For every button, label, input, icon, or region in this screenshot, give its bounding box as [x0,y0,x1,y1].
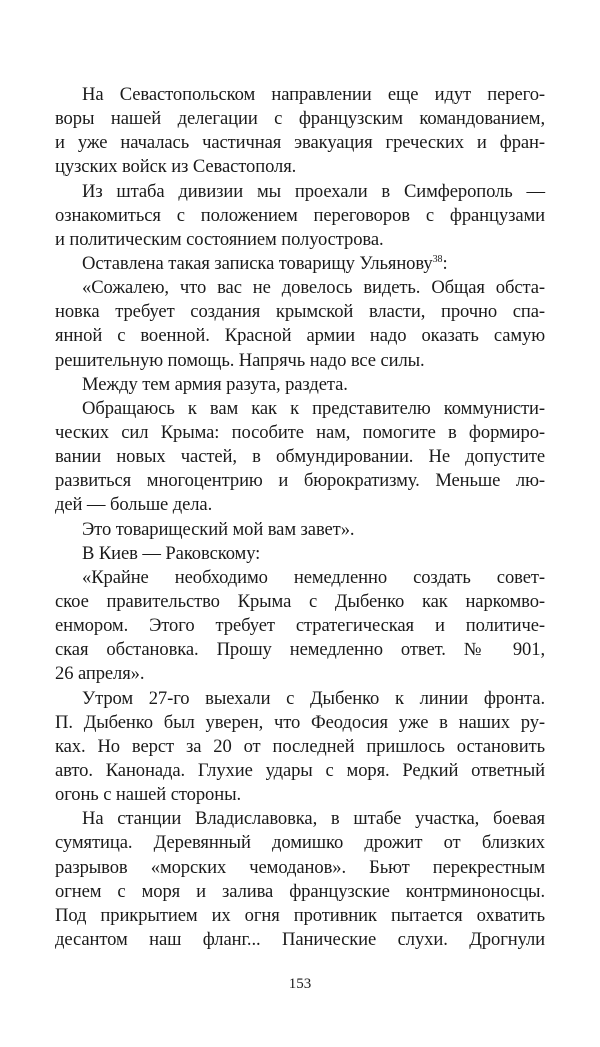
punctuation: : [442,252,448,274]
line-text: и политическим состоянием полуострова. [55,228,384,250]
text-line [55,421,545,445]
text-line [55,397,545,421]
text-line [55,566,545,590]
line-text: ческих сил Крыма: пособите нам, помогите в формиро- [55,421,545,443]
text-line [55,300,545,324]
paragraph [55,83,545,180]
line-text: воры нашей делегации с французским командованием, [55,108,545,130]
page-body-text [55,83,545,952]
line-text: Это товарищеский мой вам завет». [82,518,355,540]
paragraph [55,397,545,518]
text-line [55,542,545,566]
text-line [55,904,545,928]
text-line [55,324,545,348]
line-text: разрывов «морских чемоданов». Бьют перекрестным [55,856,545,878]
line-text: янной с военной. Красной армии надо оказать самую [55,325,545,347]
line-text: и уже началась частичная эвакуация греческих и фран- [55,132,545,154]
text-line [55,614,545,638]
line-text: енмором. Этого требует стратегическая и политиче- [55,615,545,637]
line-text: развиться многоцентрию и бюрократизму. Меньше лю- [55,470,545,492]
line-text: «Крайне необходимо немедленно создать совет- [82,566,545,588]
line-text: ознакомиться с положением переговоров с французами [55,204,545,226]
text-line [55,131,545,155]
line-text: ках. Но верст за 20 от последней пришлось остановить [55,735,545,757]
line-text: П. Дыбенко был уверен, что Феодосия уже в наших ру- [55,711,545,733]
line-text: дей — больше дела. [55,494,213,516]
text-line [55,469,545,493]
paragraph [55,252,545,276]
text-line [55,252,545,276]
line-text: «Сожалею, что вас не довелось видеть. Общая обста- [82,277,545,299]
text-line [55,204,545,228]
text-line [55,445,545,469]
line-text: Утром 27-го выехали с Дыбенко к линии фронта. [82,687,545,709]
text-line [55,759,545,783]
text-line [55,83,545,107]
text-line [55,276,545,300]
text-line [55,662,545,686]
line-text: вании новых частей, в обмундировании. Не допустите [55,446,545,468]
paragraph [55,180,545,252]
line-text: новка требует создания крымской власти, прочно спа- [55,301,545,323]
text-line [55,807,545,831]
line-text: огнем с моря и залива французские контрминоносцы. [55,880,545,902]
line-text: ская обстановка. Прошу немедленно ответ. № 901, [55,639,545,661]
paragraph [55,566,545,687]
paragraph [55,518,545,542]
text-line [55,856,545,880]
paragraph [55,542,545,566]
line-text: авто. Канонада. Глухие удары с моря. Редкий ответный [55,759,545,781]
line-text: На Севастопольском направлении еще идут перего- [82,84,545,105]
line-text: На станции Владиславовка, в штабе участка, боевая [82,808,545,830]
line-text: десантом наш фланг... Панические слухи. Дрогнули [55,928,545,950]
text-line [55,928,545,952]
line-text: цузских войск из Севастополя. [55,156,297,178]
paragraph [55,687,545,808]
text-line [55,155,545,179]
text-line [55,687,545,711]
paragraph [55,276,545,373]
line-text: В Киев — Раковскому: [82,542,261,564]
line-text: решительную помощь. Напрячь надо все силы. [55,349,425,371]
text-line [55,880,545,904]
line-text: ское правительство Крыма с Дыбенко как наркомво- [55,590,545,612]
text-line [55,373,545,397]
line-text: 26 апреля». [55,663,145,685]
text-line [55,590,545,614]
paragraph [55,807,545,952]
paragraph [55,373,545,397]
text-line [55,493,545,517]
line-text: Из штаба дивизии мы проехали в Симферополь — [82,180,545,202]
text-line [55,228,545,252]
text-line [55,711,545,735]
page-number: 153 [288,976,312,992]
line-text: сумятица. Деревянный домишко дрожит от близких [55,832,545,854]
footnote-marker: 38 [432,253,443,265]
text-line [55,180,545,204]
line-text: Между тем армия разута, раздета. [82,373,348,395]
text-line [55,349,545,373]
text-line [55,518,545,542]
text-line [55,107,545,131]
line-text: Под прикрытием их огня противник пытается охватить [55,904,545,926]
text-line [55,831,545,855]
text-line [55,783,545,807]
line-text: огонь с нашей стороны. [55,784,242,806]
line-text: Оставлена такая записка товарищу Ульянову [82,252,433,274]
line-text: Обращаюсь к вам как к представителю коммунисти- [82,397,545,419]
text-line [55,735,545,759]
text-line [55,638,545,662]
